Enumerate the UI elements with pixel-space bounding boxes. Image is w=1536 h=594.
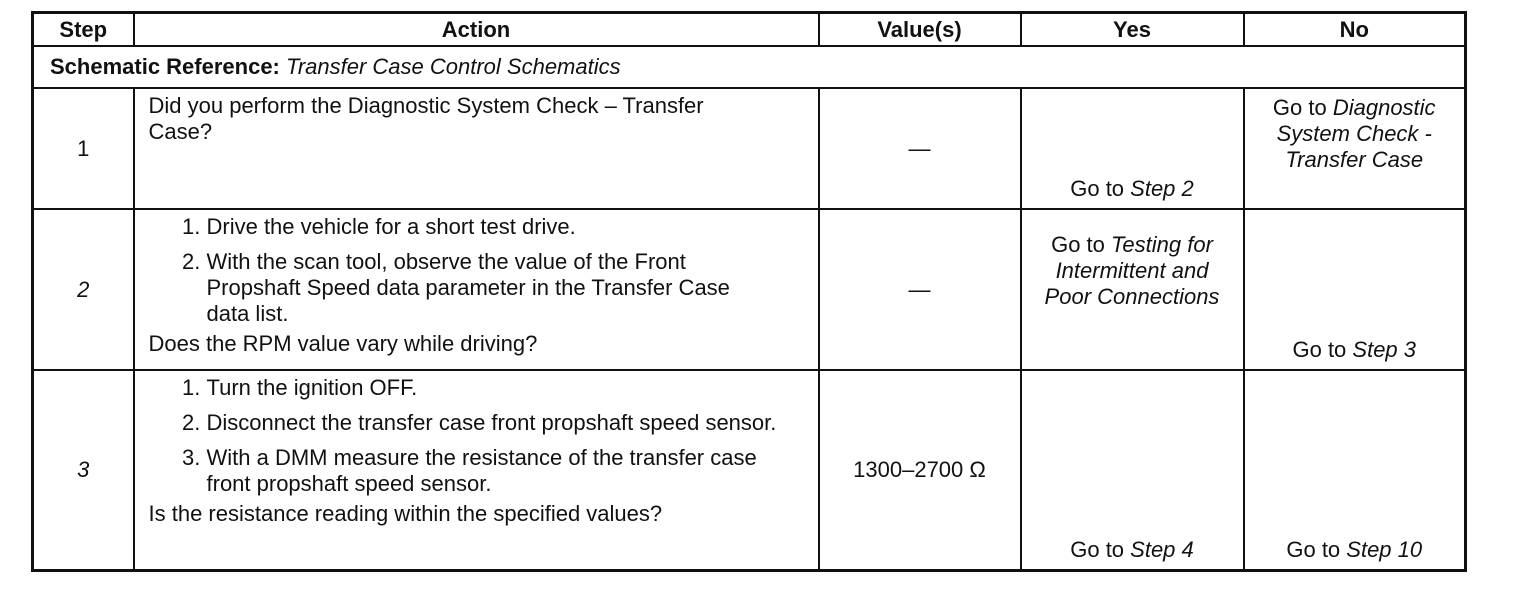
no-target-link[interactable]: Step 10 bbox=[1346, 536, 1423, 562]
no-prefix: Go to bbox=[1286, 536, 1347, 562]
yes-target-link[interactable]: Step 2 bbox=[1130, 176, 1194, 201]
header-row bbox=[33, 13, 1466, 47]
step-number: 2 bbox=[33, 209, 134, 370]
header-values: Value(s) bbox=[819, 13, 1021, 47]
no-target-link[interactable]: Step 3 bbox=[1352, 337, 1417, 362]
value-cell: — bbox=[819, 88, 1021, 209]
action-question: Does the RPM value vary while driving? bbox=[148, 331, 538, 356]
yes-prefix: Go to bbox=[1051, 232, 1111, 257]
action-cell bbox=[134, 370, 819, 570]
schematic-reference-row bbox=[33, 46, 1466, 88]
no-cell bbox=[1244, 209, 1466, 370]
action-steps-list bbox=[149, 214, 808, 327]
diagnostic-table bbox=[31, 11, 1467, 572]
header-step: Step bbox=[33, 13, 134, 47]
no-prefix: Go to bbox=[1292, 337, 1353, 362]
table-row bbox=[33, 370, 1466, 570]
table-row bbox=[33, 209, 1466, 370]
action-step: 2. Disconnect the transfer case front propshaft speed sensor. bbox=[207, 410, 787, 436]
action-text: Did you perform the Diagnostic System Check – Transfer Case? bbox=[148, 93, 704, 144]
header-no: No bbox=[1244, 13, 1466, 47]
schematic-reference-label: Schematic Reference: bbox=[50, 54, 280, 79]
action-step: 1. Turn the ignition OFF. bbox=[207, 375, 808, 401]
yes-cell bbox=[1021, 370, 1244, 570]
action-question: Is the resistance reading within the specified values? bbox=[148, 501, 663, 526]
schematic-reference-value: Transfer Case Control Schematics bbox=[286, 54, 621, 79]
yes-target-link[interactable]: Step 4 bbox=[1130, 536, 1194, 562]
action-cell bbox=[134, 209, 819, 370]
schematic-reference bbox=[33, 46, 1466, 88]
action-step: 1. Drive the vehicle for a short test drive. bbox=[207, 214, 808, 240]
table-row bbox=[33, 88, 1466, 209]
yes-prefix: Go to bbox=[1070, 176, 1131, 201]
action-cell bbox=[134, 88, 819, 209]
no-prefix: Go to bbox=[1272, 95, 1333, 120]
yes-cell bbox=[1021, 88, 1244, 209]
action-steps-list bbox=[149, 375, 808, 497]
no-cell bbox=[1244, 88, 1466, 209]
yes-prefix: Go to bbox=[1070, 536, 1131, 562]
action-step: 3. With a DMM measure the resistance of the transfer case front propshaft speed sensor. bbox=[207, 445, 787, 497]
action-step: 2. With the scan tool, observe the value of the Front Propshaft Speed data parameter in the Transfer Case data list. bbox=[207, 249, 747, 327]
yes-cell bbox=[1021, 209, 1244, 370]
yes-target-link[interactable]: Testing for Intermittent and Poor Connections bbox=[1044, 232, 1220, 309]
value-cell: — bbox=[819, 209, 1021, 370]
value-cell: 1300–2700 Ω bbox=[819, 370, 1021, 570]
step-number: 3 bbox=[33, 370, 134, 570]
header-action: Action bbox=[134, 13, 819, 47]
no-target-link[interactable]: Diagnostic System Check - Transfer Case bbox=[1276, 95, 1436, 172]
step-number: 1 bbox=[33, 88, 134, 209]
no-cell bbox=[1244, 370, 1466, 570]
header-yes: Yes bbox=[1021, 13, 1244, 47]
